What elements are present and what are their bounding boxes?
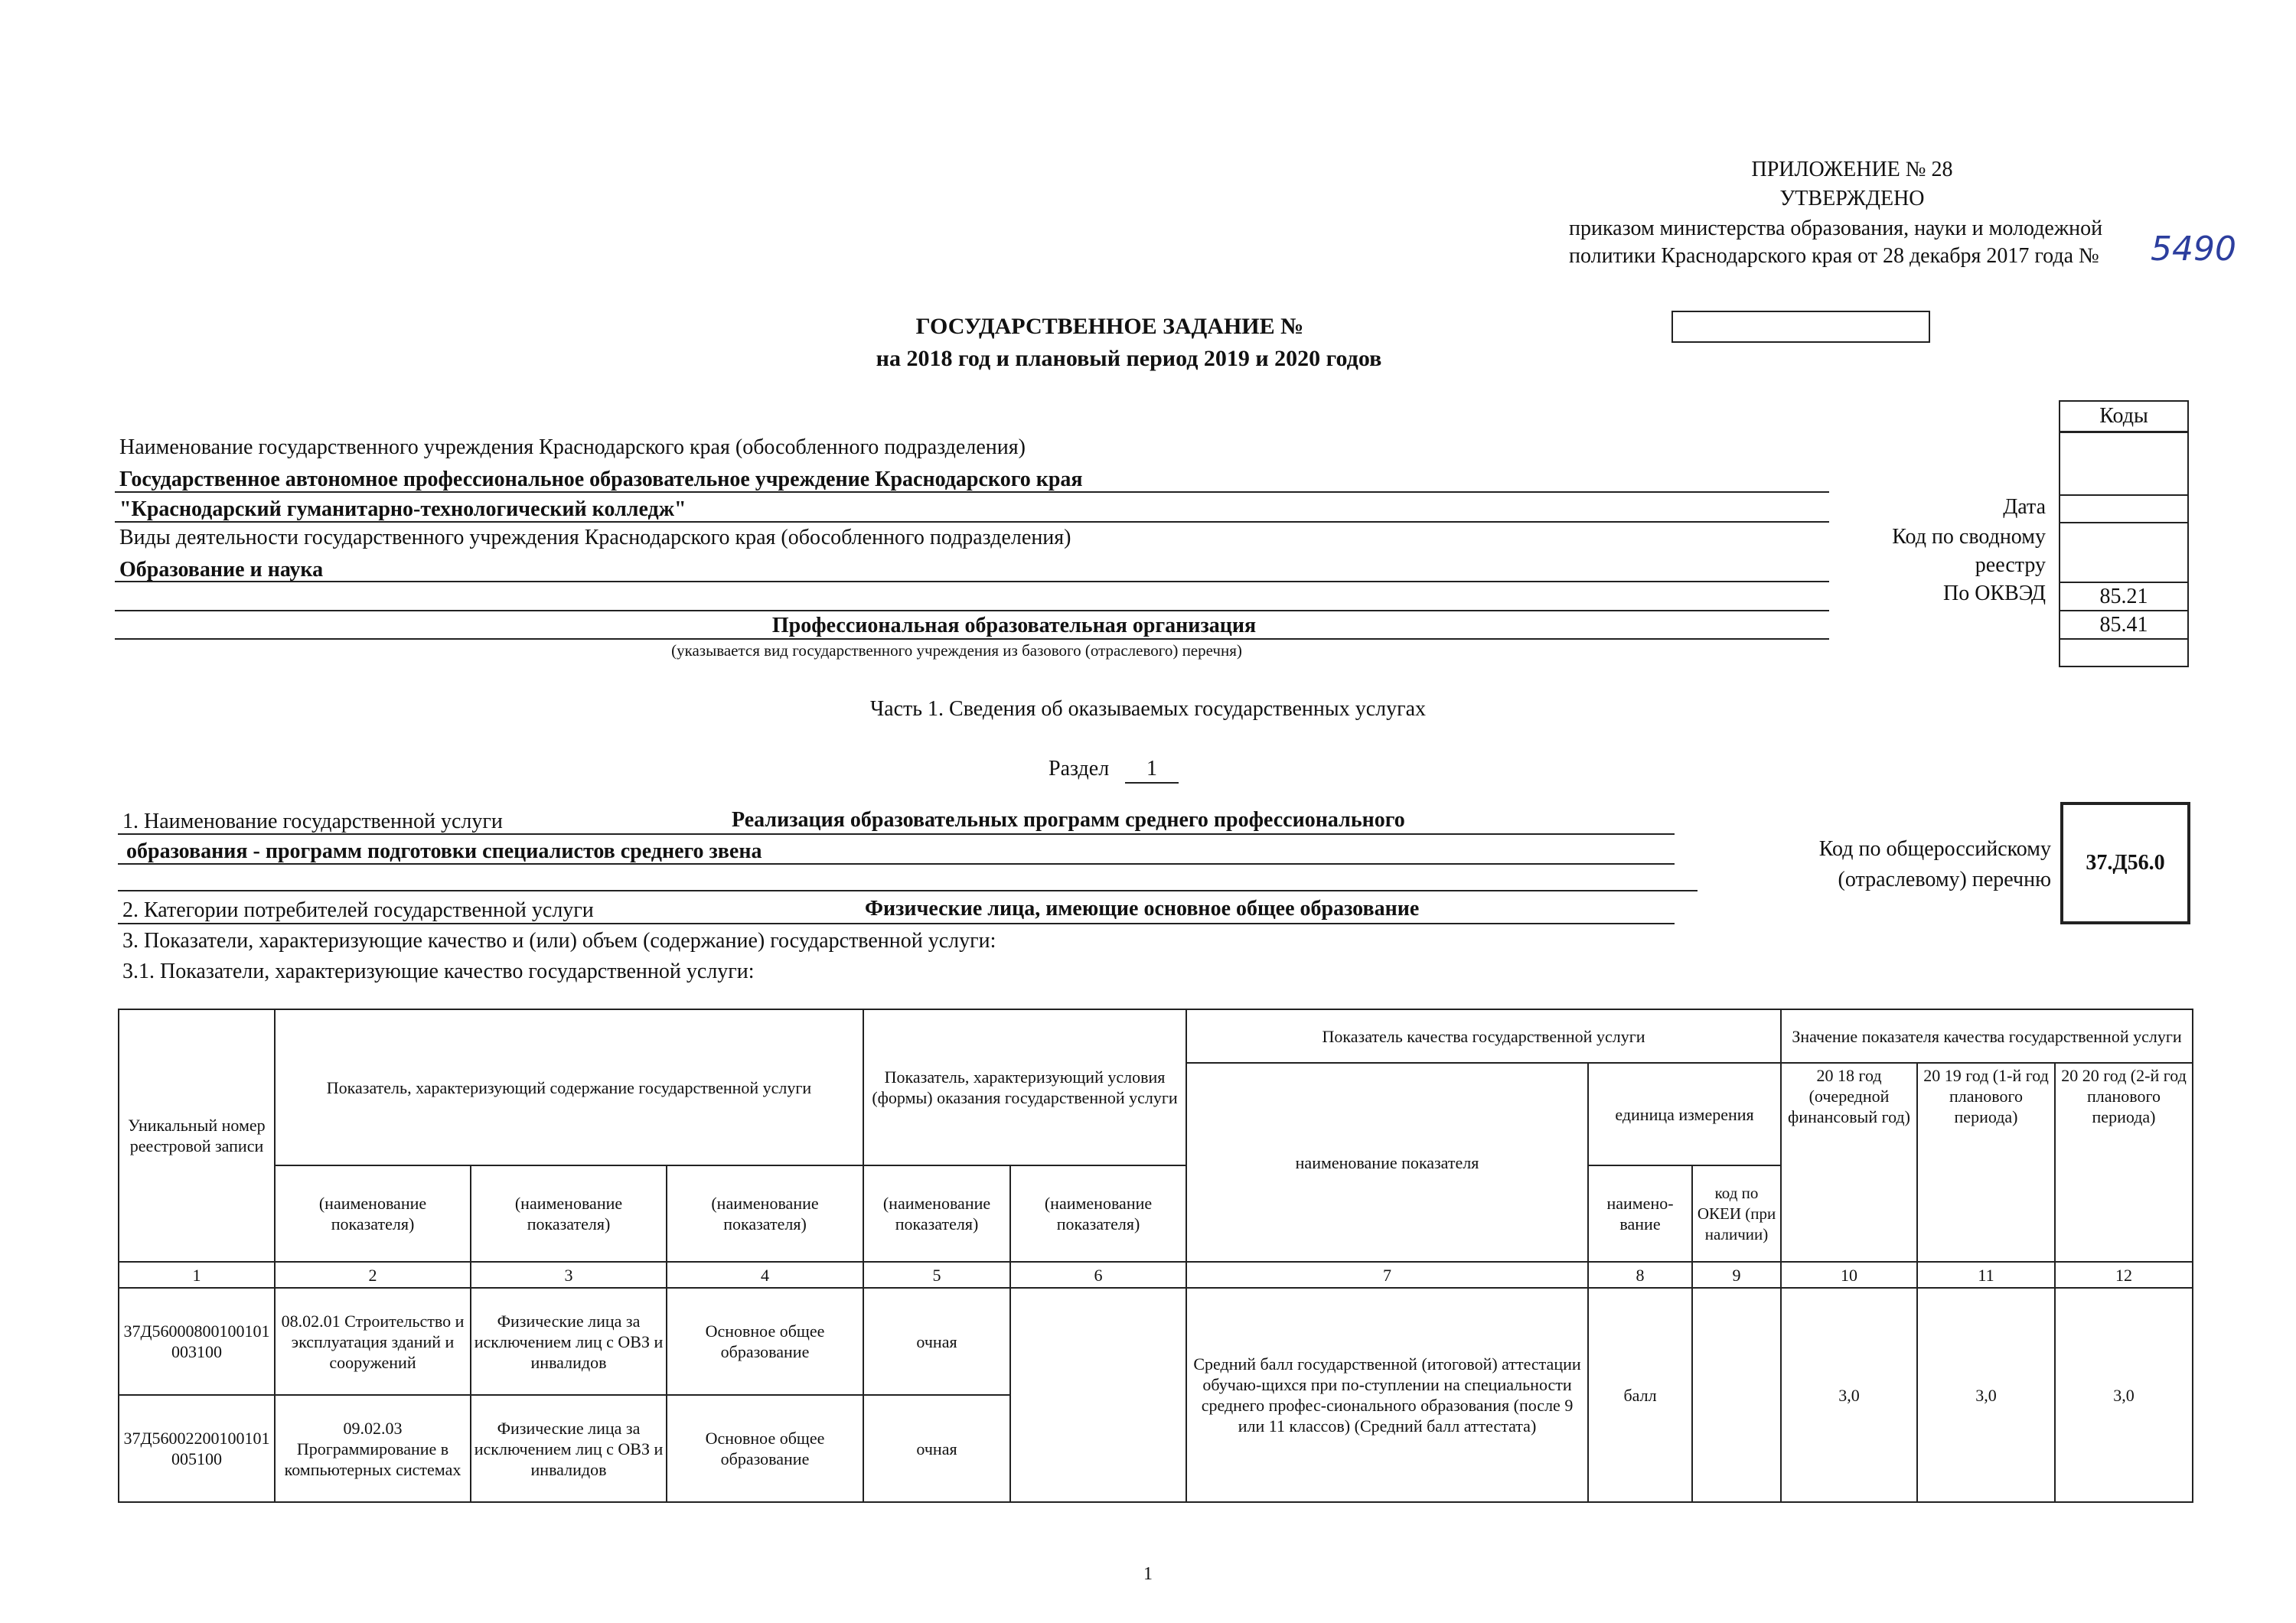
header-quality-value: Значение показателя качества государственной услуги: [1781, 1009, 2193, 1063]
row-specialty: 08.02.01 Строительство и эксплуатация зданий и сооружений: [275, 1288, 471, 1395]
row-specialty: 09.02.03 Программирование в компьютерных системах: [275, 1395, 471, 1502]
header-conditions-indicator: Показатель, характеризующий условия (формы) оказания государственной услуги: [863, 1009, 1186, 1165]
row-education: Основное общее образование: [667, 1288, 863, 1395]
service-name-line1: Реализация образовательных программ среднего профессионального: [732, 808, 1405, 832]
registry-label-2: реестру: [1975, 553, 2046, 577]
org-type-note: (указывается вид государственного учреждения из базового (отраслевого) перечня): [671, 641, 1242, 660]
value-2019: 3,0: [1917, 1288, 2055, 1502]
approval-line2: УТВЕРЖДЕНО: [1779, 187, 1925, 210]
header-unit-name: наимено-вание: [1588, 1165, 1692, 1262]
service-code-box: 37.Д56.0: [2060, 802, 2190, 924]
header-unit: единица измерения: [1588, 1063, 1781, 1165]
header-unique-number: Уникальный номер реестровой записи: [119, 1009, 275, 1262]
date-cell: [2060, 495, 2188, 523]
institution-name-line1: Государственное автономное профессиональное образовательное учреждение Краснодарского края: [119, 468, 1083, 491]
subheader-indicator-6: (наименование показателя): [1010, 1165, 1186, 1262]
col-number: 4: [667, 1262, 863, 1288]
row-form: очная: [863, 1288, 1010, 1395]
task-number-box: [1671, 311, 1930, 343]
row-category: Физические лица за исключением лиц с ОВЗ и инвалидов: [471, 1395, 667, 1502]
row-form: очная: [863, 1395, 1010, 1502]
value-2020: 3,0: [2055, 1288, 2193, 1502]
code-cell-blank: [2060, 432, 2188, 496]
code-cell-empty: [2060, 639, 2188, 666]
header-content-indicator: Показатель, характеризующий содержание государственной услуги: [275, 1009, 863, 1165]
document-title: ГОСУДАРСТВЕННОЕ ЗАДАНИЕ №: [915, 314, 1304, 339]
row-registry-code: 37Д56000800100101003100: [119, 1288, 275, 1395]
org-type: Профессиональная образовательная организация: [771, 614, 1257, 637]
codes-header: Коды: [2060, 401, 2188, 432]
col-number: 2: [275, 1262, 471, 1288]
registry-label-1: Код по сводному: [1892, 525, 2046, 549]
date-label: Дата: [2003, 495, 2046, 519]
section-label: Раздел: [1049, 757, 1110, 781]
col-number: 11: [1917, 1262, 2055, 1288]
subheader-indicator-4: (наименование показателя): [667, 1165, 863, 1262]
institution-name-line2: "Краснодарский гуманитарно-технологический колледж": [119, 497, 687, 521]
indicator-okei: [1692, 1288, 1781, 1502]
codes-table: [2059, 400, 2189, 667]
service-label: 1. Наименование государственной услуги: [122, 810, 503, 833]
indicator-name: Средний балл государственной (итоговой) аттестации обучаю-щихся при по-ступлении на специальности среднего профес-сионального образования (после 9 или 11 классов) (Средний балл аттестата): [1186, 1288, 1588, 1502]
service-code-label-1: Код по общероссийскому: [1818, 837, 2051, 861]
consumers-value: Физические лица, имеющие основное общее образование: [865, 897, 1420, 921]
col-number: 12: [2055, 1262, 2193, 1288]
row-registry-code: 37Д56002200100101005100: [119, 1395, 275, 1502]
row-category: Физические лица за исключением лиц с ОВЗ и инвалидов: [471, 1288, 667, 1395]
quality-indicators-heading: 3.1. Показатели, характеризующие качество государственной услуги:: [122, 960, 755, 983]
value-2018: 3,0: [1781, 1288, 1917, 1502]
col-number: 5: [863, 1262, 1010, 1288]
order-number-handwritten: 5490: [2151, 230, 2236, 269]
consumers-label: 2. Категории потребителей государственной услуги: [122, 898, 594, 922]
header-quality-indicator: Показатель качества государственной услуги: [1186, 1009, 1781, 1063]
registry-cell: [2060, 523, 2188, 582]
document-subtitle: на 2018 год и плановый период 2019 и 2020 годов: [876, 346, 1382, 371]
institution-name-label: Наименование государственного учреждения Краснодарского края (обособленного подразделения): [119, 435, 1026, 459]
table-row: [119, 1288, 2193, 1395]
page-number: 1: [1143, 1564, 1153, 1584]
okved-cell-2: 85.41: [2060, 611, 2188, 639]
header-year-2020: 20 20 год (2-й год планового периода): [2055, 1063, 2193, 1262]
activity-label: Виды деятельности государственного учреждения Краснодарского края (обособленного подразделения): [119, 526, 1071, 549]
subheader-indicator-3: (наименование показателя): [471, 1165, 667, 1262]
col-number: 6: [1010, 1262, 1186, 1288]
header-year-2019: 20 19 год (1-й год планового периода): [1917, 1063, 2055, 1262]
header-indicator-name: наименование показателя: [1186, 1063, 1588, 1262]
indicator-unit: балл: [1588, 1288, 1692, 1502]
subheader-indicator-5: (наименование показателя): [863, 1165, 1010, 1262]
quality-indicators-table: [118, 1009, 2193, 1503]
approval-line4: политики Краснодарского края от 28 декабря 2017 года №: [1569, 244, 2099, 268]
header-okei: код по ОКЕИ (при наличии): [1692, 1165, 1781, 1262]
subheader-indicator-2: (наименование показателя): [275, 1165, 471, 1262]
header-year-2018: 20 18 год (очередной финансовый год): [1781, 1063, 1917, 1262]
approval-line1: ПРИЛОЖЕНИЕ № 28: [1751, 158, 1953, 181]
col-number: 8: [1588, 1262, 1692, 1288]
col-number: 1: [119, 1262, 275, 1288]
col-number: 10: [1781, 1262, 1917, 1288]
approval-line3: приказом министерства образования, науки и молодежной: [1569, 217, 2103, 240]
row-education: Основное общее образование: [667, 1395, 863, 1502]
indicators-heading: 3. Показатели, характеризующие качество и (или) объем (содержание) государственной услуги:: [122, 929, 996, 953]
col-number: 7: [1186, 1262, 1588, 1288]
service-code-label-2: (отраслевому) перечню: [1838, 868, 2051, 891]
col-number: 3: [471, 1262, 667, 1288]
section-number: 1: [1125, 756, 1179, 784]
okved-label: По ОКВЭД: [1942, 582, 2046, 605]
okved-cell-1: 85.21: [2060, 582, 2188, 611]
row-empty-col6: [1010, 1288, 1186, 1502]
col-number: 9: [1692, 1262, 1781, 1288]
activity-value: Образование и наука: [119, 558, 324, 582]
service-name-line2: образования - программ подготовки специалистов среднего звена: [126, 839, 762, 863]
part-title: Часть 1. Сведения об оказываемых государственных услугах: [869, 697, 1427, 721]
